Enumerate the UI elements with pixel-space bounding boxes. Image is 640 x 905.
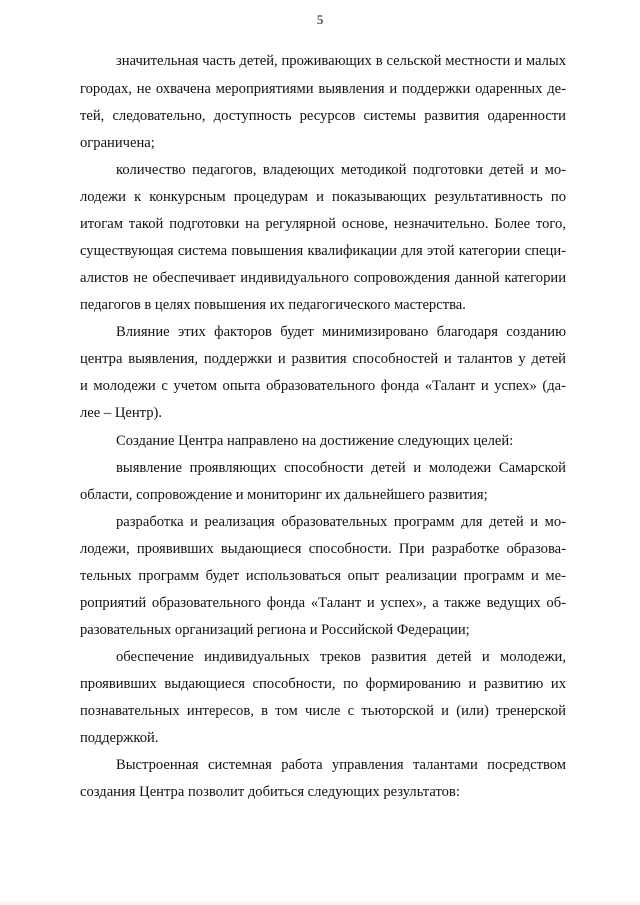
text-line: Выстроенная системная работа управления талантами посредством bbox=[116, 757, 566, 773]
text-line: Влияние этих факторов будет минимизировано благодаря созданию bbox=[116, 324, 566, 340]
text-line: значительная часть детей, проживающих в сельской местности и малых bbox=[116, 53, 566, 69]
text-line: поддержкой. bbox=[80, 730, 159, 746]
text-line: роприятий образовательного фонда «Талант и успех», а также ведущих об- bbox=[80, 595, 566, 611]
text-line: обеспечение индивидуальных треков развития детей и молодежи, bbox=[116, 649, 566, 665]
text-line: выявление проявляющих способности детей и молодежи Самарской bbox=[116, 460, 566, 476]
text-line: тей, следовательно, доступность ресурсов системы развития одаренности bbox=[80, 108, 566, 124]
text-line: городах, не охвачена мероприятиями выявления и поддержки одаренных де- bbox=[80, 81, 566, 97]
text-line: разовательных организаций региона и Российской Федерации; bbox=[80, 622, 470, 638]
text-line: разработка и реализация образовательных программ для детей и мо- bbox=[116, 514, 566, 530]
text-line: количество педагогов, владеющих методикой подготовки детей и мо- bbox=[116, 162, 566, 178]
text-line: создания Центра позволит добиться следующих результатов: bbox=[80, 784, 460, 800]
text-line: области, сопровождение и мониторинг их дальнейшего развития; bbox=[80, 487, 488, 503]
text-line: итогам такой подготовки на регулярной основе, незначительно. Более того, bbox=[80, 216, 566, 232]
text-line: Создание Центра направлено на достижение следующих целей: bbox=[116, 433, 514, 449]
text-line: ограничена; bbox=[80, 135, 155, 151]
page-number: 5 bbox=[316, 12, 324, 27]
text-line: алистов не обеспечивает индивидуального сопровождения данной категории bbox=[80, 270, 566, 286]
text-line: лее – Центр). bbox=[80, 405, 163, 421]
text-line: педагогов в целях повышения их педагогического мастерства. bbox=[80, 297, 466, 313]
text-line: существующая система повышения квалификации для этой категории специ- bbox=[80, 243, 566, 259]
text-line: тельных программ будет использоваться опыт реализации программ и ме- bbox=[80, 568, 566, 584]
text-line: познавательных интересов, в том числе с тьюторской и (или) тренерской bbox=[80, 703, 566, 719]
text-line: проявивших выдающиеся способности, по формированию и развитию их bbox=[80, 676, 566, 692]
scan-bottom-edge bbox=[0, 899, 640, 905]
text-line: центра выявления, поддержки и развития способностей и талантов у детей bbox=[80, 351, 566, 367]
text-line: лодежи к конкурсным процедурам и показывающих результативность по bbox=[80, 189, 566, 205]
text-line: и молодежи с учетом опыта образовательного фонда «Талант и успех» (да- bbox=[80, 378, 566, 394]
text-line: лодежи, проявивших выдающиеся способности. При разработке образова- bbox=[80, 541, 566, 557]
